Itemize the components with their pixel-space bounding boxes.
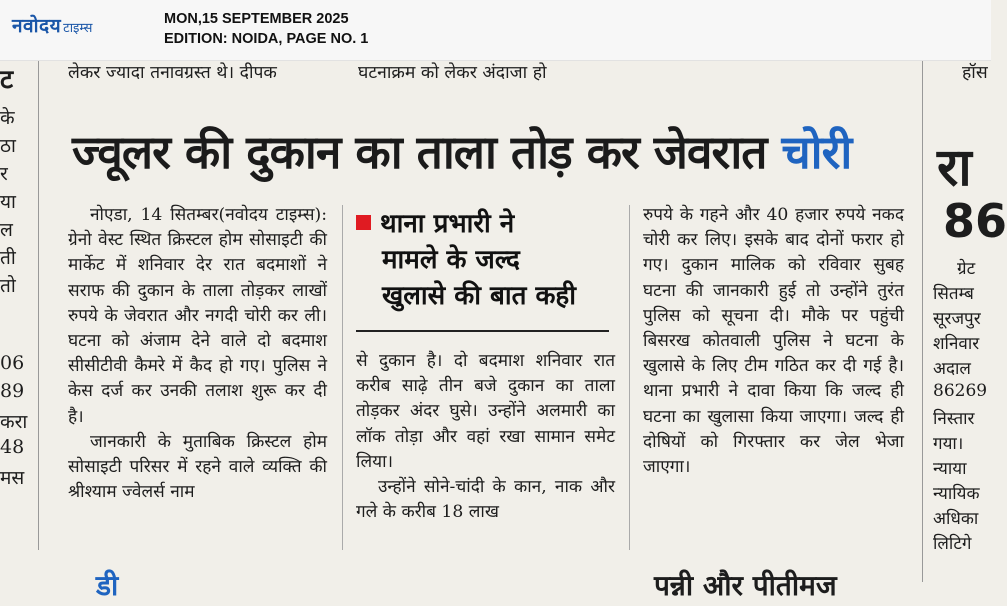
strip-text: ट [0, 65, 14, 95]
headline-accent: चोरी [781, 125, 852, 179]
newspaper-logo[interactable] [12, 12, 92, 38]
prev-article-line-1: लेकर ज्यादा तनावग्रस्त थे। दीपक [68, 63, 277, 83]
subhead-line: मामले के जल्द [382, 245, 520, 275]
logo-sub-text: टाइम्स [63, 21, 93, 36]
headline-main: ज्वूलर की दुकान का ताला तोड़ कर जेवरात [72, 125, 767, 179]
right-body-line: लिटिगे [933, 534, 972, 554]
column-divider [342, 205, 343, 550]
strip-text: ल [0, 219, 13, 241]
right-body-line: सूरजपुर [933, 309, 981, 329]
edition-info [164, 9, 368, 49]
right-body-line: निस्तार [933, 409, 975, 429]
right-body-line: गया। [933, 434, 964, 454]
paragraph: उन्होंने सोने-चांदी के कान, नाक और गले के करीब 18 लाख [356, 477, 615, 523]
article-column-1 [68, 203, 327, 505]
strip-text: ठा [0, 135, 16, 157]
subheadline [356, 206, 610, 314]
strip-text: या [0, 191, 16, 213]
next-headline-fragment: डी [96, 569, 119, 602]
column-divider [629, 205, 630, 550]
strip-text: करा [0, 411, 28, 433]
right-headline-line: 86 [943, 194, 1007, 248]
right-clipped-article [922, 60, 1007, 582]
paragraph: रुपये के गहने और 40 हजार रुपये नकद चोरी कर लिए। इसके बाद दोनों फरार हो गए। दुकान मालिक को रविवार सुबह घटना की जानकारी हुई तो उन्होंने तुरंत पुलिस को सूचना दी। मौके पर पहुंची बिसरख कोतवाली पुलिस ने घटना के खुलासे के लिए टीम गठित कर दी गई है। थाना प्रभारी ने दावा किया कि जल्द ही घटना का खुलासा किया जाएगा। जल्द ही दोषियों को गिरफ्तार कर जेल भेजा जाएगा। [643, 205, 904, 478]
subhead-underline [356, 330, 609, 332]
strip-text: के [0, 107, 15, 129]
right-body-line: अधिका [933, 509, 979, 529]
date-line: MON,15 SEPTEMBER 2025 [164, 11, 349, 27]
right-body-line: शनिवार [933, 334, 980, 354]
strip-text: 89 [0, 380, 25, 402]
right-body-line: 86269 [933, 381, 988, 401]
strip-text: मस [0, 467, 25, 489]
right-body-line: सितम्ब [933, 284, 974, 304]
prev-article-line-4: हॉस [962, 63, 988, 83]
right-headline-line: रा [937, 138, 972, 198]
next-headline-fragment: पन्नी और पीतीमज [654, 569, 837, 602]
paragraph: जानकारी के मुताबिक क्रिस्टल होम सोसाइटी परिसर में रहने वाले व्यक्ति की श्रीश्याम ज्वेलर्स नाम [68, 431, 327, 503]
right-body-line: न्याया [933, 459, 967, 479]
red-bullet-icon [356, 215, 371, 230]
edition-line: EDITION: NOIDA, PAGE NO. 1 [164, 31, 369, 47]
right-body-line: अदाल [933, 359, 971, 379]
paragraph: नोएडा, 14 सितम्बर(नवोदय टाइम्स): ग्रेनो वेस्ट स्थित क्रिस्टल होम सोसाइटी की मार्केट में शनिवार देर रात बदमाशों ने सराफ की दुकान के ताला तोड़कर लाखों रुपये के जेवरात और नगदी चोरी कर ली। घटना को अंजाम देने वाले दो बदमाश सीसीटीवी कैमरे में कैद हो गए। पुलिस ने केस दर्ज कर उनकी तलाश शुरू कर दी है। [68, 205, 327, 427]
strip-text: ती [0, 247, 16, 269]
article-column-2 [356, 349, 615, 525]
left-clipped-column [0, 60, 39, 550]
strip-text: तो [0, 275, 16, 297]
paragraph: से दुकान है। दो बदमाश शनिवार रात करीब साढ़े तीन बजे दुकान का ताला तोड़कर अंदर घुसे। उन्होंने अलमारी का लॉक तोड़ा और वहां रखा सामान समेट लिया। [356, 351, 615, 472]
right-body-line: न्यायिक [933, 484, 980, 504]
logo-main-text: नवोदय [12, 15, 62, 37]
article-headline[interactable] [72, 122, 851, 182]
strip-text: 06 [0, 352, 25, 374]
subhead-line: खुलासे की बात कही [382, 281, 576, 311]
right-body-line: ग्रेट [957, 259, 976, 279]
strip-text: र [0, 163, 8, 185]
prev-article-line-2: घटनाक्रम को लेकर अंदाजा हो [358, 63, 547, 83]
subhead-line: थाना प्रभारी ने [380, 209, 515, 239]
top-bar [0, 0, 991, 61]
strip-text: 48 [0, 436, 25, 458]
article-column-3 [643, 203, 904, 480]
